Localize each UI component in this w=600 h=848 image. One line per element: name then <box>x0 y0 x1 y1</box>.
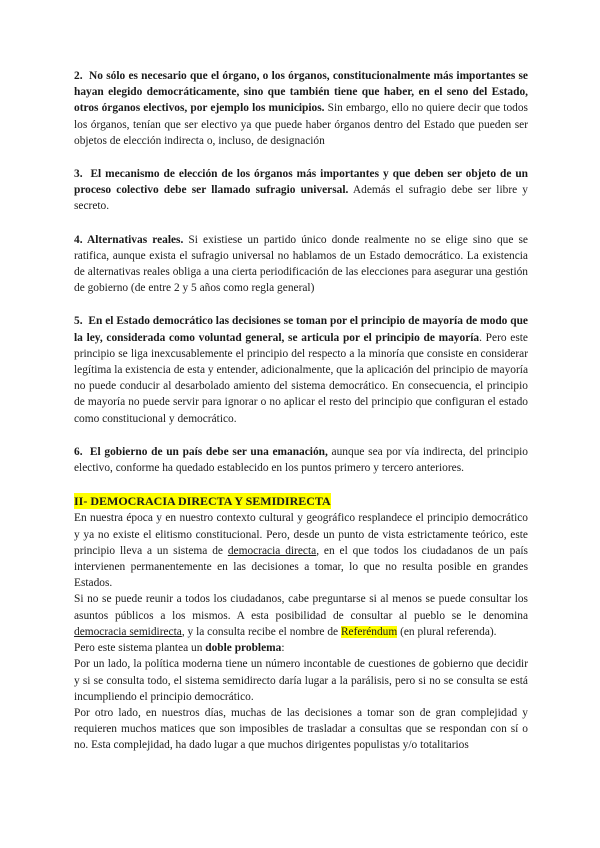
referendum-highlight: Referéndum <box>340 625 398 638</box>
section-paragraph-1 <box>74 510 528 591</box>
section-paragraph-2-b: , y la consulta recibe el nombre de <box>181 625 341 638</box>
section-paragraph-4: Por un lado, la política moderna tiene un número incontable de cuestiones de gobierno que decidir y si se consulta todo, el sistema semidirecto daría lugar a la parálisis, pero si no se consulta se está incumpliendo el principio democrático. <box>74 658 528 703</box>
paragraph-2-text: Sin embargo, ello no quiere decir que todos los órganos, tenían que ser electivo ya que puede haber órganos dentro del Estado que pueden ser objetos de elección indirecta o, incluso, de designación <box>74 102 528 147</box>
section-paragraph-1-b: , en el que todos los ciudadanos de un país intervienen permanentemente en las decisiones a tomar, lo que no resulta posible en grandes Estados. <box>74 544 528 590</box>
paragraph-4-bold: 4. Alternativas reales. <box>74 233 184 246</box>
paragraph-4 <box>74 232 528 297</box>
section-paragraph-3 <box>74 640 528 656</box>
paragraph-5-bold: 5. En el Estado democrático las decisiones se toman por el principio de mayoría de modo que la ley, considerada como voluntad general, se articula por el principio de mayoría <box>74 315 528 344</box>
doble-problema-bold: doble problema <box>205 642 282 655</box>
democracia-semidirecta-link[interactable]: democracia semidirecta <box>74 625 182 638</box>
paragraph-2 <box>74 68 528 149</box>
section-paragraph-3-a: Pero este sistema plantea un <box>74 642 206 655</box>
section-paragraph-5: Por otro lado, en nuestros días, muchas de las decisiones a tomar son de gran complejidad y requieren muchos matices que son imposibles de trasladar a consultas que se respondan con sí o no. Esta complejidad, ha dado lugar a que muchos dirigentes populistas y/o totalitarios <box>74 706 528 752</box>
section-paragraph-1-a: En nuestra época y en nuestro contexto cultural y geográfico resplandece el principio democrático y ya no existe el elitismo constitucional. Pero, desde un punto de vista estrictamente teórico, este principio lleva a un sistema de <box>74 512 528 557</box>
paragraph-6-bold: 6. El gobierno de un país debe ser una emanación, <box>74 445 328 458</box>
section-heading <box>74 493 528 510</box>
section-paragraph-3-b: : <box>281 642 285 655</box>
section-paragraph-2-a: Si no se puede reunir a todos los ciudadanos, cabe preguntarse si al menos se puede consultar los asuntos públicos a los mismos. A esta posibilidad de consultar al pueblo se le denomina <box>74 593 528 622</box>
paragraph-6-text: aunque sea por vía indirecta, del principio electivo, conforme ha quedado establecido en los puntos primero y tercero anteriores. <box>74 445 529 475</box>
paragraph-6 <box>74 444 528 476</box>
paragraph-3-bold: 3. El mecanismo de elección de los órganos más importantes y que deben ser objeto de un proceso colectivo debe ser llamado sufragio universal. <box>74 168 528 197</box>
section-heading-text: II- DEMOCRACIA DIRECTA Y SEMIDIRECTA <box>74 494 331 509</box>
section-paragraph-2 <box>74 591 528 640</box>
paragraph-5-text: . Pero este principio se liga inexcusablemente el principio del respecto a la minoría que consiste en considerar legítima la existencia de esta y entender, adicionalmente, que la aplicación del principio de mayoría no puede conducir al desarbolado amiento del sistema democrático. En consecuencia, el principio de mayoría no puede servir para ignorar o no aplicar el resto del principio que configuran el estado como constitucional y democrático. <box>74 331 528 425</box>
democracia-directa-link[interactable]: democracia directa <box>227 544 317 557</box>
paragraph-4-text: Si existiese un partido único donde realmente no se elige sino que se ratifica, aunque exista el sufragio universal no hablamos de un Estado democrático. La existencia de alternativas reales obliga a una cierta periodificación de las elecciones para asegurar una gestión de gobierno (de entre 2 y 5 años como regla general) <box>74 233 528 295</box>
paragraph-3-text: Además el sufragio debe ser libre y secreto. <box>74 184 529 213</box>
paragraph-2-bold: 2. No sólo es necesario que el órgano, o los órganos, constitucionalmente más importantes se hayan elegido democráticamente, sino que también tiene que haber, en el seno del Estado, otros órganos electivos, por ejemplo los municipios. <box>74 70 528 115</box>
paragraph-5 <box>74 313 528 426</box>
document-page <box>74 68 528 754</box>
paragraph-3 <box>74 166 528 215</box>
section-paragraph-2-c: (en plural referenda). <box>397 625 497 638</box>
